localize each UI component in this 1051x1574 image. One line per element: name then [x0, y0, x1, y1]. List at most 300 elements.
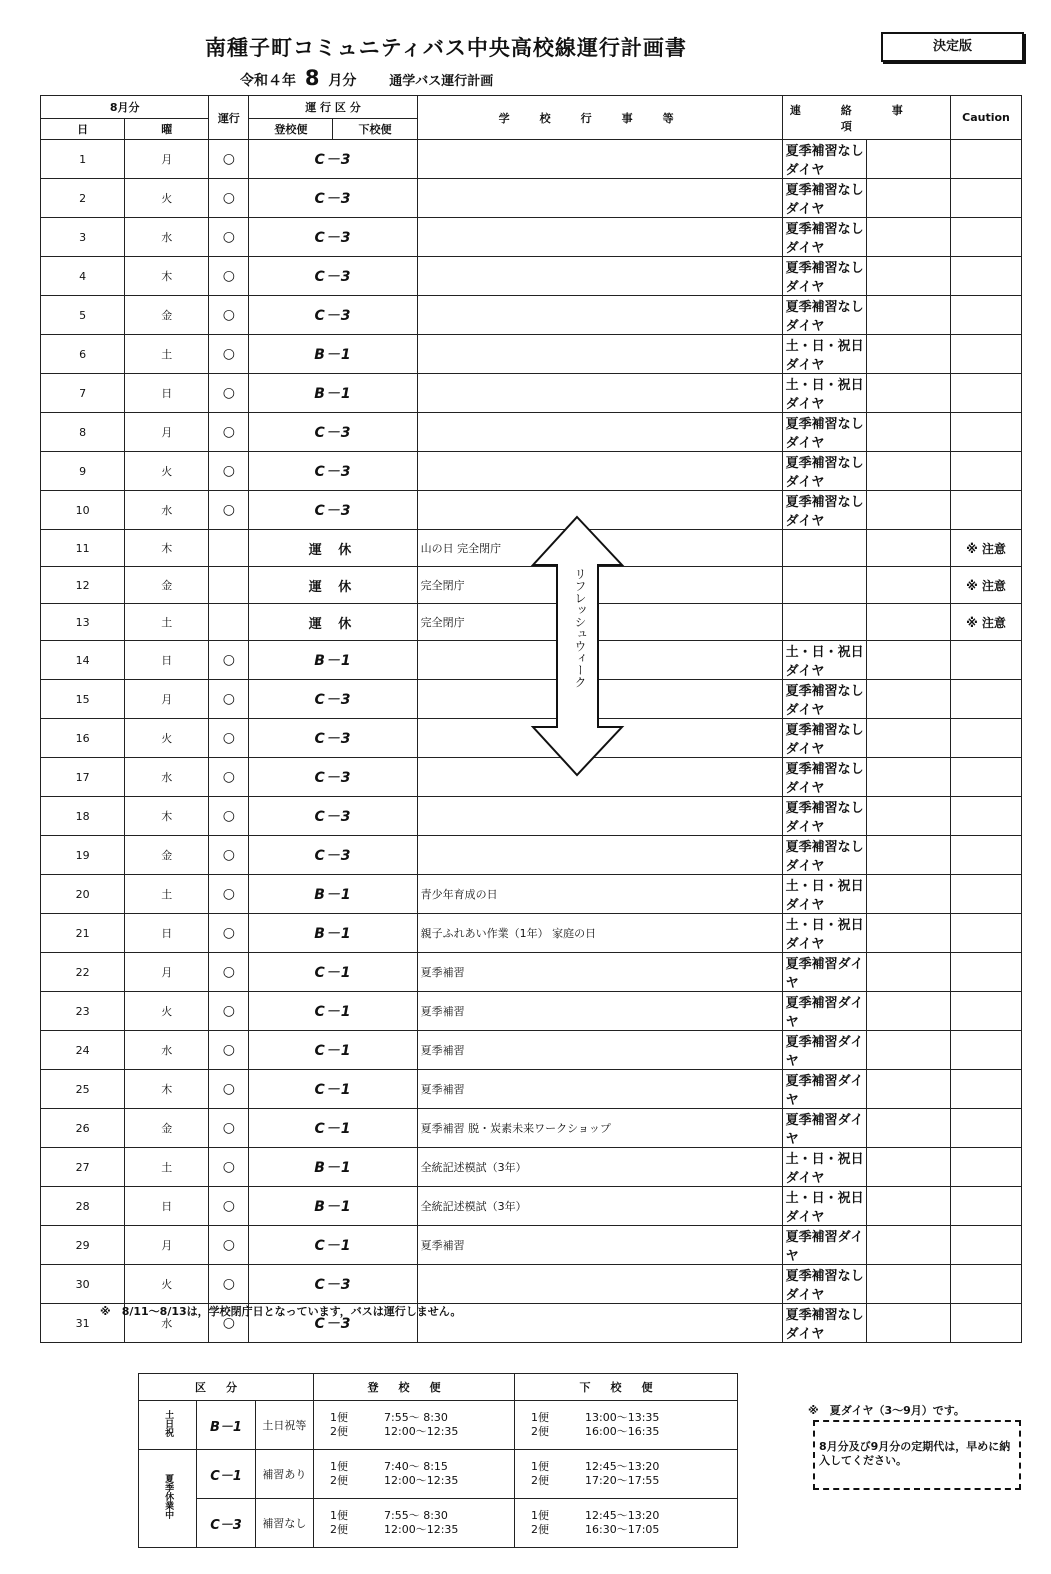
caution-cell — [951, 1148, 1022, 1187]
day-cell: 8 — [41, 413, 125, 452]
caution-cell: ※ 注意 — [951, 530, 1022, 567]
weekday-cell: 日 — [125, 914, 209, 953]
class-cell: C－3 — [249, 140, 417, 179]
day-cell: 29 — [41, 1226, 125, 1265]
day-cell: 17 — [41, 758, 125, 797]
notes-extra-cell — [866, 1187, 950, 1226]
legend-to-times: 1便 7:40～ 8:15 2便 12:00～12:35 — [314, 1450, 515, 1499]
page-title: 南種子町コミュニティバス中央高校線運行計画書 — [205, 36, 687, 60]
notes-extra-cell — [866, 914, 950, 953]
caution-cell — [951, 875, 1022, 914]
notes-extra-cell — [866, 491, 950, 530]
class-cell: C－1 — [249, 1070, 417, 1109]
weekday-cell: 土 — [125, 875, 209, 914]
weekday-cell: 金 — [125, 296, 209, 335]
notes-cell: 夏季補習なしダイヤ — [782, 758, 866, 797]
header-to-school: 登校便 — [249, 119, 333, 140]
events-cell — [417, 1304, 782, 1343]
operation-cell: ○ — [209, 953, 249, 992]
table-row — [41, 875, 1022, 914]
notes-cell: 夏季補習なしダイヤ — [782, 140, 866, 179]
operation-cell — [209, 567, 249, 604]
class-cell: B－1 — [249, 374, 417, 413]
class-cell: C－3 — [249, 836, 417, 875]
day-cell: 22 — [41, 953, 125, 992]
class-cell: C－3 — [249, 257, 417, 296]
weekday-cell: 木 — [125, 797, 209, 836]
caution-cell — [951, 218, 1022, 257]
table-row — [41, 1148, 1022, 1187]
table-row — [41, 374, 1022, 413]
caution-cell: ※ 注意 — [951, 567, 1022, 604]
table-row — [41, 1187, 1022, 1226]
day-cell: 19 — [41, 836, 125, 875]
notes-extra-cell — [866, 836, 950, 875]
events-cell — [417, 335, 782, 374]
operation-cell: ○ — [209, 1109, 249, 1148]
caution-cell — [951, 836, 1022, 875]
operation-cell: ○ — [209, 296, 249, 335]
notes-extra-cell — [866, 719, 950, 758]
operation-cell: ○ — [209, 1226, 249, 1265]
caution-cell — [951, 953, 1022, 992]
day-cell: 26 — [41, 1109, 125, 1148]
notes-extra-cell — [866, 797, 950, 836]
events-cell — [417, 257, 782, 296]
weekday-cell: 木 — [125, 530, 209, 567]
day-cell: 21 — [41, 914, 125, 953]
notes-cell: 土・日・祝日ダイヤ — [782, 914, 866, 953]
legend-code: C－1 — [197, 1450, 255, 1499]
table-row — [41, 335, 1022, 374]
notes-extra-cell — [866, 1148, 950, 1187]
events-cell — [417, 374, 782, 413]
weekday-cell: 日 — [125, 641, 209, 680]
operation-cell: ○ — [209, 335, 249, 374]
day-cell: 30 — [41, 1265, 125, 1304]
operation-cell: ○ — [209, 914, 249, 953]
notes-extra-cell — [866, 374, 950, 413]
operation-cell: ○ — [209, 797, 249, 836]
header-caution: Caution — [951, 96, 1022, 140]
caution-cell — [951, 413, 1022, 452]
notes-extra-cell — [866, 953, 950, 992]
header-day: 日 — [41, 119, 125, 140]
caution-cell — [951, 992, 1022, 1031]
table-row — [41, 953, 1022, 992]
legend-group-weekend: 土日祝 — [139, 1401, 197, 1450]
weekday-cell: 月 — [125, 1226, 209, 1265]
notes-extra-cell — [866, 1226, 950, 1265]
weekday-cell: 金 — [125, 567, 209, 604]
notes-cell: 土・日・祝日ダイヤ — [782, 1187, 866, 1226]
table-row — [41, 1070, 1022, 1109]
events-cell: 山の日 完全閉庁 — [417, 530, 782, 567]
notes-extra-cell — [866, 567, 950, 604]
class-cell: B－1 — [249, 335, 417, 374]
weekday-cell: 水 — [125, 1304, 209, 1343]
legend-code: C－3 — [197, 1499, 255, 1548]
subtitle-suffix: 月分 — [328, 73, 357, 89]
day-cell: 3 — [41, 218, 125, 257]
notes-extra-cell — [866, 1031, 950, 1070]
class-cell: C－3 — [249, 296, 417, 335]
day-cell: 15 — [41, 680, 125, 719]
legend-desc: 補習あり — [255, 1450, 313, 1499]
day-cell: 14 — [41, 641, 125, 680]
operation-cell: ○ — [209, 758, 249, 797]
operation-cell: ○ — [209, 491, 249, 530]
caution-cell — [951, 335, 1022, 374]
table-row — [41, 992, 1022, 1031]
events-cell: 夏季補習 — [417, 992, 782, 1031]
day-cell: 13 — [41, 604, 125, 641]
weekday-cell: 月 — [125, 140, 209, 179]
class-cell: B－1 — [249, 914, 417, 953]
weekday-cell: 木 — [125, 1070, 209, 1109]
day-cell: 6 — [41, 335, 125, 374]
table-row — [41, 914, 1022, 953]
notes-extra-cell — [866, 452, 950, 491]
operation-cell: ○ — [209, 257, 249, 296]
weekday-cell: 木 — [125, 257, 209, 296]
class-cell: B－1 — [249, 641, 417, 680]
caution-cell — [951, 179, 1022, 218]
notes-cell — [782, 567, 866, 604]
notes-cell: 夏季補習ダイヤ — [782, 1070, 866, 1109]
day-cell: 31 — [41, 1304, 125, 1343]
operation-cell: ○ — [209, 992, 249, 1031]
day-cell: 12 — [41, 567, 125, 604]
notes-cell: 土・日・祝日ダイヤ — [782, 875, 866, 914]
header-class: 運 行 区 分 — [249, 96, 417, 119]
notes-cell: 夏季補習なしダイヤ — [782, 1304, 866, 1343]
class-cell: C－3 — [249, 758, 417, 797]
events-cell — [417, 1265, 782, 1304]
operation-cell: ○ — [209, 374, 249, 413]
notes-extra-cell — [866, 530, 950, 567]
caution-cell — [951, 491, 1022, 530]
table-row — [41, 452, 1022, 491]
day-cell: 10 — [41, 491, 125, 530]
legend-header-class: 区分 — [139, 1374, 314, 1401]
legend-header-to-school: 登校便 — [314, 1374, 515, 1401]
notes-cell: 夏季補習なしダイヤ — [782, 680, 866, 719]
weekday-cell: 金 — [125, 1109, 209, 1148]
operation-cell: ○ — [209, 1031, 249, 1070]
class-cell: C－3 — [249, 452, 417, 491]
weekday-cell: 水 — [125, 1031, 209, 1070]
weekday-cell: 土 — [125, 335, 209, 374]
table-row — [41, 257, 1022, 296]
events-cell — [417, 140, 782, 179]
table-row — [41, 1265, 1022, 1304]
notes-extra-cell — [866, 413, 950, 452]
table-row — [41, 797, 1022, 836]
events-cell: 夏季補習 脱・炭素未来ワークショップ — [417, 1109, 782, 1148]
weekday-cell: 水 — [125, 218, 209, 257]
notes-extra-cell — [866, 179, 950, 218]
table-row — [41, 296, 1022, 335]
legend-to-times: 1便 7:55～ 8:30 2便 12:00～12:35 — [314, 1401, 515, 1450]
caution-cell — [951, 296, 1022, 335]
table-row — [41, 1226, 1022, 1265]
operation-cell — [209, 530, 249, 567]
weekday-cell: 火 — [125, 452, 209, 491]
events-cell: 全統記述模試（3年） — [417, 1187, 782, 1226]
operation-cell: ○ — [209, 1187, 249, 1226]
weekday-cell: 土 — [125, 604, 209, 641]
caution-cell — [951, 1187, 1022, 1226]
caution-cell — [951, 641, 1022, 680]
events-cell: 全統記述模試（3年） — [417, 1148, 782, 1187]
operation-cell: ○ — [209, 1304, 249, 1343]
day-cell: 25 — [41, 1070, 125, 1109]
weekday-cell: 火 — [125, 719, 209, 758]
weekday-cell: 水 — [125, 491, 209, 530]
notes-extra-cell — [866, 992, 950, 1031]
header-month: 8月分 — [41, 96, 209, 119]
class-cell: C－3 — [249, 179, 417, 218]
weekday-cell: 月 — [125, 953, 209, 992]
notes-cell: 夏季補習ダイヤ — [782, 1226, 866, 1265]
caution-cell — [951, 452, 1022, 491]
caution-cell — [951, 1109, 1022, 1148]
weekday-cell: 月 — [125, 413, 209, 452]
events-cell — [417, 413, 782, 452]
day-cell: 2 — [41, 179, 125, 218]
operation-cell: ○ — [209, 1070, 249, 1109]
notes-cell: 土・日・祝日ダイヤ — [782, 335, 866, 374]
notes-cell: 夏季補習なしダイヤ — [782, 452, 866, 491]
notes-extra-cell — [866, 758, 950, 797]
day-cell: 24 — [41, 1031, 125, 1070]
class-cell: C－1 — [249, 1031, 417, 1070]
notes-extra-cell — [866, 257, 950, 296]
operation-cell: ○ — [209, 452, 249, 491]
notes-extra-cell — [866, 1265, 950, 1304]
caution-cell — [951, 140, 1022, 179]
events-cell — [417, 452, 782, 491]
legend-desc: 土日祝等 — [255, 1401, 313, 1450]
operation-cell: ○ — [209, 875, 249, 914]
notes-cell: 夏季補習ダイヤ — [782, 992, 866, 1031]
events-cell — [417, 797, 782, 836]
weekday-cell: 日 — [125, 374, 209, 413]
operation-cell — [209, 604, 249, 641]
day-cell: 16 — [41, 719, 125, 758]
notes-cell: 夏季補習ダイヤ — [782, 1031, 866, 1070]
notes-cell: 夏季補習なしダイヤ — [782, 257, 866, 296]
caution-cell — [951, 758, 1022, 797]
payment-notice-box: 8月分及び9月分の定期代は，早めに納入してください。 — [813, 1420, 1021, 1490]
caution-cell — [951, 1304, 1022, 1343]
caution-cell — [951, 257, 1022, 296]
table-row — [41, 140, 1022, 179]
day-cell: 23 — [41, 992, 125, 1031]
day-cell: 27 — [41, 1148, 125, 1187]
legend-group-summer: 夏季休業中 — [139, 1450, 197, 1548]
events-cell: 完全閉庁 — [417, 604, 782, 641]
events-cell: 親子ふれあい作業（1年） 家庭の日 — [417, 914, 782, 953]
day-cell: 4 — [41, 257, 125, 296]
table-row — [41, 1109, 1022, 1148]
operation-cell: ○ — [209, 641, 249, 680]
events-cell: 夏季補習 — [417, 1226, 782, 1265]
class-cell: 運 休 — [249, 604, 417, 641]
day-cell: 18 — [41, 797, 125, 836]
operation-cell: ○ — [209, 218, 249, 257]
day-cell: 7 — [41, 374, 125, 413]
weekday-cell: 火 — [125, 992, 209, 1031]
events-cell — [417, 179, 782, 218]
header-operation: 運行 — [209, 96, 249, 140]
caution-cell — [951, 1265, 1022, 1304]
notes-cell: 夏季補習なしダイヤ — [782, 797, 866, 836]
class-cell: C－1 — [249, 953, 417, 992]
legend-to-times: 1便 7:55～ 8:30 2便 12:00～12:35 — [314, 1499, 515, 1548]
events-cell — [417, 836, 782, 875]
notes-extra-cell — [866, 1070, 950, 1109]
header-from-school: 下校便 — [333, 119, 417, 140]
events-cell — [417, 218, 782, 257]
class-cell: C－1 — [249, 1226, 417, 1265]
weekday-cell: 土 — [125, 1148, 209, 1187]
class-cell: B－1 — [249, 1187, 417, 1226]
legend-desc: 補習なし — [255, 1499, 313, 1548]
weekday-cell: 火 — [125, 179, 209, 218]
refresh-week-label: リフレッシュウィーク — [573, 568, 587, 688]
class-cell: C－1 — [249, 1109, 417, 1148]
class-cell: B－1 — [249, 875, 417, 914]
status-badge: 決定版 — [881, 32, 1024, 62]
notes-cell: 夏季補習なしダイヤ — [782, 413, 866, 452]
notes-cell: 夏季補習なしダイヤ — [782, 218, 866, 257]
operation-cell: ○ — [209, 680, 249, 719]
footnote: ※ 8/11～8/13は，学校閉庁日となっています，バスは運行しません。 — [100, 1305, 462, 1318]
class-cell: C－3 — [249, 218, 417, 257]
events-cell: 夏季補習 — [417, 1070, 782, 1109]
notes-cell: 夏季補習なしダイヤ — [782, 179, 866, 218]
day-cell: 20 — [41, 875, 125, 914]
day-cell: 9 — [41, 452, 125, 491]
day-cell: 1 — [41, 140, 125, 179]
weekday-cell: 水 — [125, 758, 209, 797]
operation-cell: ○ — [209, 1265, 249, 1304]
notes-cell: 土・日・祝日ダイヤ — [782, 1148, 866, 1187]
caution-cell — [951, 374, 1022, 413]
class-cell: C－3 — [249, 797, 417, 836]
subtitle-month: 8 — [304, 66, 320, 90]
legend-table — [138, 1373, 738, 1548]
events-cell — [417, 296, 782, 335]
class-cell: C－3 — [249, 1304, 417, 1343]
notes-extra-cell — [866, 335, 950, 374]
operation-cell: ○ — [209, 413, 249, 452]
caution-cell — [951, 680, 1022, 719]
class-cell: C－3 — [249, 680, 417, 719]
operation-cell: ○ — [209, 719, 249, 758]
notes-cell: 夏季補習ダイヤ — [782, 953, 866, 992]
legend-from-times: 1便 13:00～13:35 2便 16:00～16:35 — [515, 1401, 738, 1450]
subtitle-plan: 通学バス運行計画 — [389, 74, 494, 89]
weekday-cell: 月 — [125, 680, 209, 719]
events-cell: 夏季補習 — [417, 1031, 782, 1070]
class-cell: C－3 — [249, 413, 417, 452]
weekday-cell: 日 — [125, 1187, 209, 1226]
weekday-cell: 金 — [125, 836, 209, 875]
notes-cell: 夏季補習なしダイヤ — [782, 836, 866, 875]
notes-cell: 夏季補習なしダイヤ — [782, 296, 866, 335]
header-weekday: 曜 — [125, 119, 209, 140]
legend-header-from-school: 下校便 — [515, 1374, 738, 1401]
notes-extra-cell — [866, 875, 950, 914]
class-cell: C－3 — [249, 719, 417, 758]
notes-extra-cell — [866, 680, 950, 719]
events-cell: 夏季補習 — [417, 953, 782, 992]
notes-cell: 夏季補習ダイヤ — [782, 1109, 866, 1148]
notes-extra-cell — [866, 1304, 950, 1343]
caution-cell — [951, 1226, 1022, 1265]
table-row — [41, 1031, 1022, 1070]
notes-cell — [782, 530, 866, 567]
operation-cell: ○ — [209, 140, 249, 179]
events-cell: 青少年育成の日 — [417, 875, 782, 914]
class-cell: C－3 — [249, 491, 417, 530]
legend-code: B－1 — [197, 1401, 255, 1450]
notes-extra-cell — [866, 218, 950, 257]
day-cell: 28 — [41, 1187, 125, 1226]
table-row — [41, 179, 1022, 218]
operation-cell: ○ — [209, 1148, 249, 1187]
caution-cell — [951, 719, 1022, 758]
notes-extra-cell — [866, 1109, 950, 1148]
notes-cell — [782, 604, 866, 641]
events-cell: 完全閉庁 — [417, 567, 782, 604]
day-cell: 5 — [41, 296, 125, 335]
legend-from-times: 1便 12:45～13:20 2便 17:20～17:55 — [515, 1450, 738, 1499]
class-cell: C－1 — [249, 992, 417, 1031]
notes-cell: 土・日・祝日ダイヤ — [782, 374, 866, 413]
table-row — [41, 218, 1022, 257]
operation-cell: ○ — [209, 836, 249, 875]
caution-cell — [951, 797, 1022, 836]
day-cell: 11 — [41, 530, 125, 567]
page-subtitle — [240, 66, 493, 90]
notes-cell: 夏季補習なしダイヤ — [782, 1265, 866, 1304]
notes-cell: 土・日・祝日ダイヤ — [782, 641, 866, 680]
class-cell: B－1 — [249, 1148, 417, 1187]
class-cell: 運 休 — [249, 530, 417, 567]
caution-cell — [951, 914, 1022, 953]
header-events: 学校行事等 — [417, 96, 782, 140]
notes-extra-cell — [866, 604, 950, 641]
operation-cell: ○ — [209, 179, 249, 218]
subtitle-prefix: 令和４年 — [240, 73, 296, 89]
summer-schedule-note: ※ 夏ダイヤ（3～9月）です。 — [808, 1404, 965, 1417]
notes-extra-cell — [866, 641, 950, 680]
class-cell: 運 休 — [249, 567, 417, 604]
caution-cell — [951, 1031, 1022, 1070]
weekday-cell: 火 — [125, 1265, 209, 1304]
notes-extra-cell — [866, 296, 950, 335]
legend-from-times: 1便 12:45～13:20 2便 16:30～17:05 — [515, 1499, 738, 1548]
table-row — [41, 413, 1022, 452]
header-notes: 連絡事項 — [782, 96, 950, 140]
notes-cell: 夏季補習なしダイヤ — [782, 719, 866, 758]
notes-extra-cell — [866, 140, 950, 179]
caution-cell — [951, 1070, 1022, 1109]
